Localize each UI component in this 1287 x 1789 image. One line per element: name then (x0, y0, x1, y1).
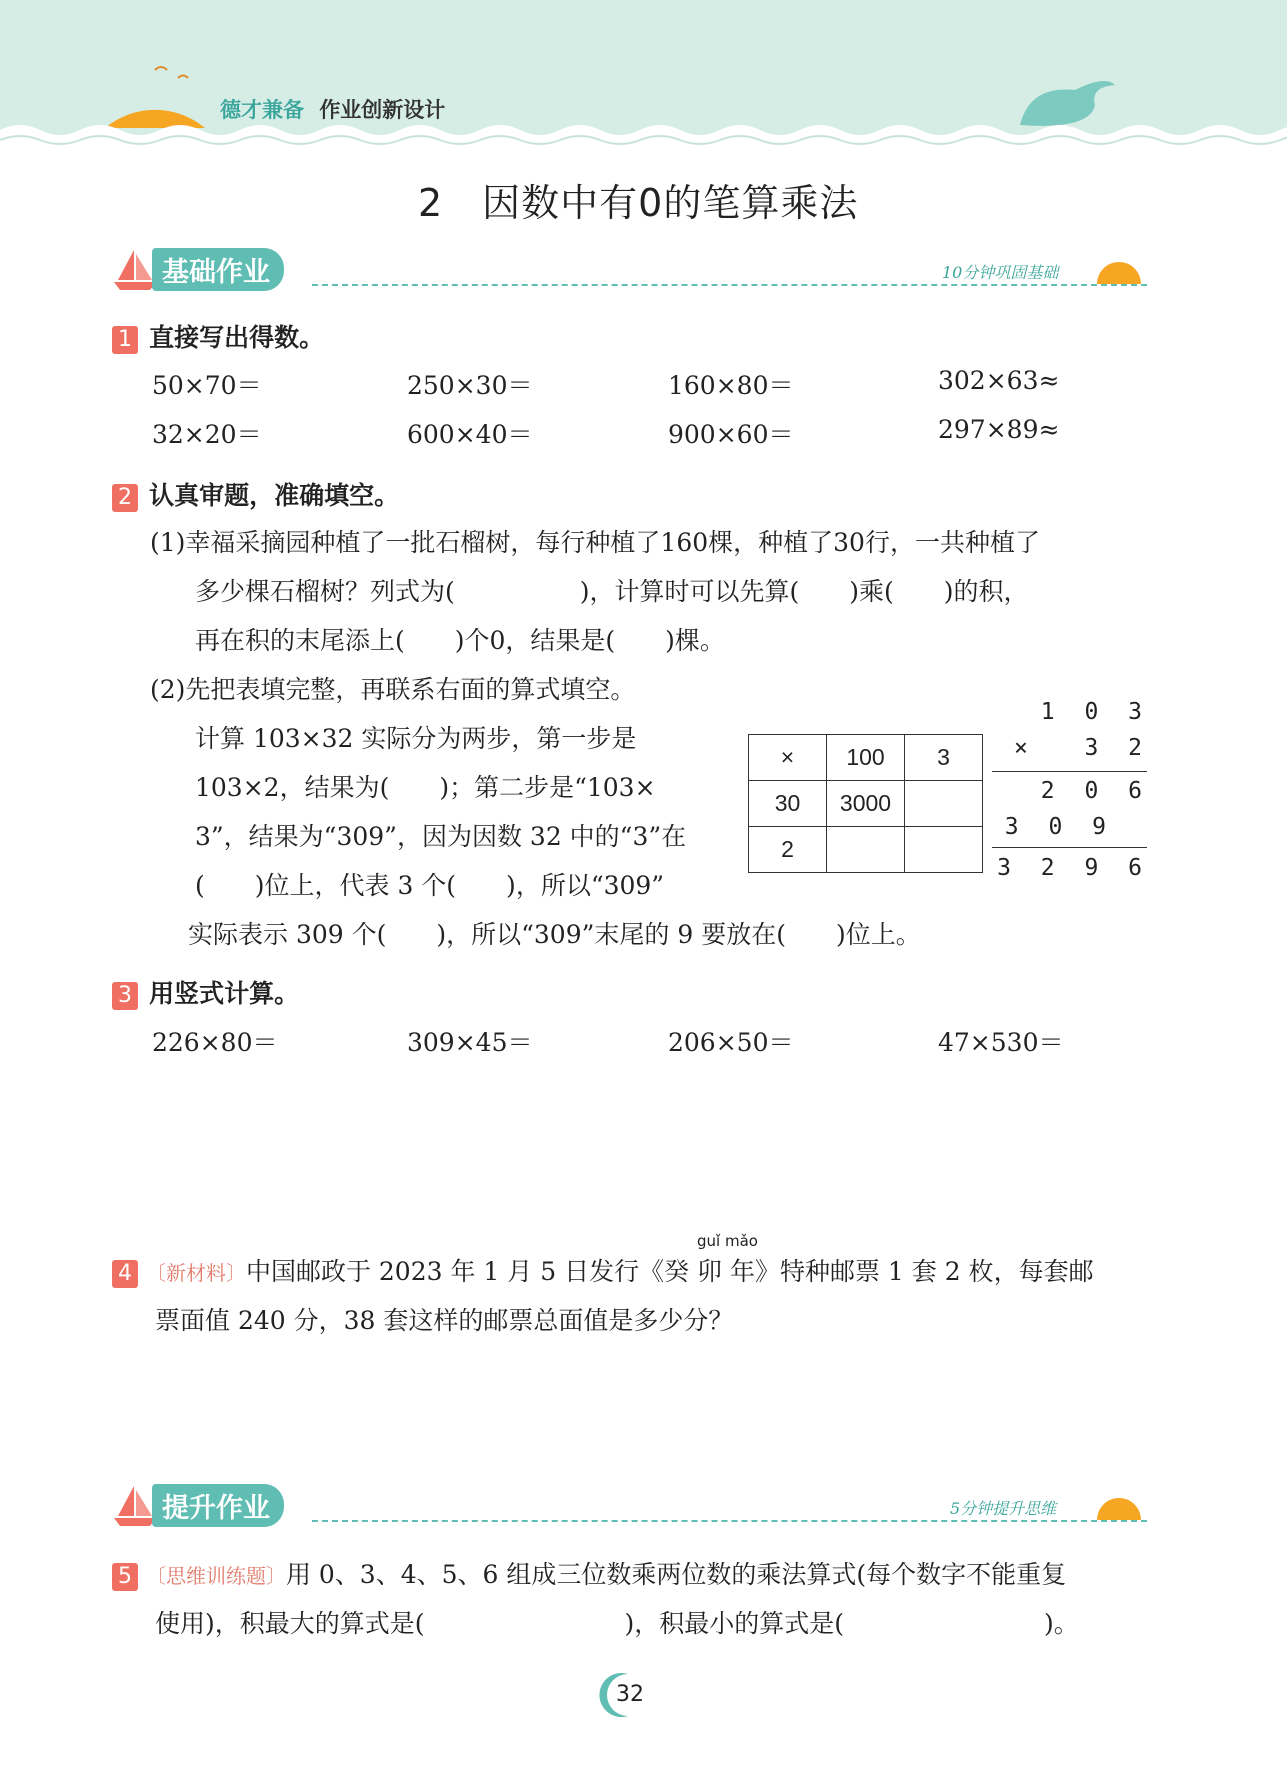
question-1 (112, 318, 324, 354)
divider (312, 1520, 1147, 1522)
text-line: 票面值 240 分，38 套这样的邮票总面值是多少分？ (155, 1306, 734, 1335)
calc-item: 32×20＝ (152, 420, 262, 449)
table-cell: 3 (905, 735, 983, 781)
calc-item: 50×70＝ (152, 371, 262, 400)
calc-item: 297×89≈ (938, 415, 1060, 444)
table-cell-blank[interactable] (827, 827, 905, 873)
text-line: 再在积的末尾添上( )个0，结果是( )棵。 (195, 626, 725, 655)
question-heading: 认真审题，准确填空。 (149, 481, 400, 510)
brand-name: 德才兼备 (220, 98, 304, 122)
text-line: 103×2，结果为( )；第二步是“103× (195, 773, 656, 802)
table-cell: 30 (749, 781, 827, 827)
question-3 (112, 974, 299, 1010)
section-header-basic (112, 246, 1147, 291)
question-2 (112, 476, 399, 512)
time-note: 5分钟提升思维 (950, 1499, 1057, 1518)
bird-icon (155, 67, 188, 78)
calc-item: 160×80＝ (668, 371, 794, 400)
table-cell-blank[interactable] (905, 781, 983, 827)
section-label: 提升作业 (152, 1484, 284, 1527)
vertical-row: 3 2 (1084, 735, 1150, 761)
table-cell: 2 (749, 827, 827, 873)
vertical-row: 1 0 3 (1040, 699, 1150, 725)
vertical-row: 3 0 9 (1004, 814, 1114, 840)
section-label: 基础作业 (152, 248, 284, 291)
question-number: 5 (112, 1563, 138, 1591)
text-line: 使用)，积最大的算式是( )，积最小的算式是( )。 (155, 1609, 1079, 1638)
text-line: (2)先把表填完整，再联系右面的算式填空。 (150, 675, 636, 704)
question-5 (112, 1555, 1066, 1591)
text-line: 实际表示 309 个( )，所以“309”末尾的 9 要放在( )位上。 (188, 920, 921, 949)
pinyin-annotation: guǐ mǎo (697, 1232, 758, 1250)
calc-item: 47×530＝ (938, 1028, 1064, 1057)
question-number: 4 (112, 1260, 138, 1288)
sun-icon (1092, 256, 1147, 286)
vertical-calculation (990, 695, 1150, 890)
table-cell: × (749, 735, 827, 781)
text-line: 多少棵石榴树？列式为( )，计算时可以先算( )乘( )的积， (195, 577, 1029, 606)
multiplication-table (748, 734, 983, 873)
sun-icon (105, 110, 205, 128)
question-number: 2 (112, 484, 138, 512)
sailboat-icon (112, 246, 157, 291)
table-cell: 3000 (827, 781, 905, 827)
header-decoration (0, 0, 1287, 150)
question-tag: 〔思维训练题〕 (145, 1564, 286, 1588)
question-4 (112, 1252, 1094, 1288)
rule-line (992, 847, 1147, 848)
text-line: ( )位上，代表 3 个( )，所以“309” (195, 871, 665, 900)
page-number-badge (598, 1670, 648, 1720)
text-line: 用 0、3、4、5、6 组成三位数乘两位数的乘法算式(每个数字不能重复 (285, 1560, 1067, 1589)
multiply-sign: × (1014, 735, 1036, 761)
sun-icon (1092, 1492, 1147, 1522)
question-heading: 直接写出得数。 (149, 323, 325, 352)
text-line: (1)幸福采摘园种植了一批石榴树，每行种植了160棵，种植了30行，一共种植了 (150, 528, 1040, 557)
header-band (0, 0, 1287, 150)
calc-item: 900×60＝ (668, 420, 794, 449)
calc-item: 600×40＝ (407, 420, 533, 449)
table-cell: 100 (827, 735, 905, 781)
table-cell-blank[interactable] (905, 827, 983, 873)
page-number: 32 (616, 1682, 644, 1707)
text-line: 计算 103×32 实际分为两步，第一步是 (195, 724, 637, 753)
vertical-row: 2 0 6 (1040, 778, 1150, 804)
vertical-row: 3 2 9 6 (997, 855, 1150, 881)
question-number: 3 (112, 982, 138, 1010)
whale-icon (1020, 81, 1115, 126)
calc-item: 309×45＝ (407, 1028, 533, 1057)
question-number: 1 (112, 326, 138, 354)
question-heading: 用竖式计算。 (149, 979, 300, 1008)
time-note: 10分钟巩固基础 (942, 263, 1059, 282)
calc-item: 226×80＝ (152, 1028, 278, 1057)
brand-subtitle: 作业创新设计 (319, 98, 446, 122)
section-header-advanced (112, 1482, 1147, 1527)
text-line: 3”，结果为“309”，因为因数 32 中的“3”在 (195, 822, 687, 851)
page-title: 2 因数中有0的笔算乘法 (418, 181, 859, 225)
divider (312, 284, 1147, 286)
text-line: 中国邮政于 2023 年 1 月 5 日发行《癸 卯 年》特种邮票 1 套 2 枚，每套邮 (245, 1257, 1094, 1286)
rule-line (992, 771, 1147, 772)
question-tag: 〔新材料〕 (145, 1261, 246, 1285)
calc-item: 302×63≈ (938, 366, 1060, 395)
calc-item: 250×30＝ (407, 371, 533, 400)
sailboat-icon (112, 1482, 157, 1527)
calc-item: 206×50＝ (668, 1028, 794, 1057)
